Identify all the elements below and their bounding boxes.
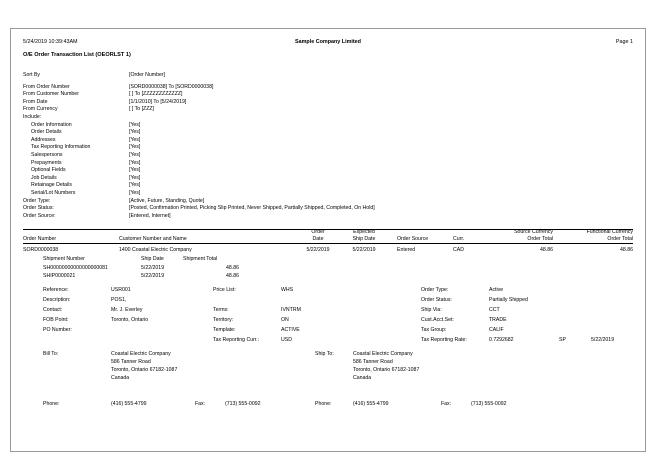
criteria-value: [ ] To [ZZZ]	[129, 106, 154, 113]
contact-value: Mr. J. Everley	[111, 307, 143, 314]
ship-to-label: Ship To:	[315, 351, 334, 358]
phones-block	[23, 401, 633, 411]
col-currency: Curr.	[453, 236, 465, 243]
col-src-total-line1: Source Currency	[514, 229, 553, 236]
cell-shipment-number: SH00000000000000000081	[43, 265, 108, 272]
order-type-label: Order Type:	[421, 287, 449, 294]
criteria-row	[23, 167, 633, 175]
tax-reporting-curr-value: USD	[281, 337, 292, 344]
criteria-label: Tax Reporting Information	[31, 144, 91, 151]
terms-value: IVNTRM	[281, 307, 301, 314]
ship-to-line: Toronto, Ontario 67182-1087	[353, 366, 420, 373]
cell-shipment-number: SHIP0000021	[43, 273, 76, 280]
col-order-number: Order Number	[23, 236, 57, 243]
shipment-column-headers	[23, 256, 633, 265]
order-status-label: Order Status:	[421, 297, 452, 304]
criteria-row	[23, 182, 633, 190]
col-func-total-line2: Order Total	[607, 235, 633, 242]
criteria-row	[23, 106, 633, 114]
col-shipment-total: Shipment Total	[183, 256, 218, 263]
reference-value: USR001	[111, 287, 131, 294]
criteria-label: Order Details	[31, 129, 62, 136]
criteria-label: Order Source:	[23, 212, 56, 219]
col-func-total-line1: Functional Currency	[586, 229, 633, 236]
criteria-row	[23, 114, 633, 122]
criteria-label: Include:	[23, 113, 42, 120]
criteria-row	[23, 198, 633, 206]
fob-point-value: Toronto, Ontario	[111, 317, 149, 324]
criteria-row	[23, 137, 633, 145]
criteria-row	[23, 129, 633, 137]
bill-to-address	[111, 351, 177, 382]
bill-to-line: Toronto, Ontario 67182-1087	[111, 366, 178, 373]
po-number-label: PO Number:	[43, 327, 72, 334]
criteria-row	[23, 190, 633, 198]
ship-via-value: CCT	[489, 307, 500, 314]
criteria-label: From Currency	[23, 106, 58, 113]
criteria-row	[23, 213, 633, 221]
bill-to-line: Coastal Electric Company	[111, 351, 171, 358]
ship-phone-value: (416) 555-4799	[353, 401, 389, 408]
cell-order-number: SORD0000038	[23, 247, 59, 254]
criteria-value: [Yes]	[129, 167, 141, 174]
criteria-value: [Yes]	[129, 189, 141, 196]
ship-to-line: Coastal Electric Company	[353, 351, 413, 358]
criteria-label: From Customer Number	[23, 91, 79, 98]
contact-label: Contact:	[43, 307, 63, 314]
criteria-value: [ ] To [ZZZZZZZZZZZZ]	[129, 91, 183, 98]
order-info-grid	[23, 287, 633, 343]
col-expected-ship-date	[345, 229, 383, 242]
criteria-row	[23, 72, 633, 80]
report-header	[23, 39, 633, 49]
bill-phone-value: (416) 555-4799	[111, 401, 147, 408]
ship-via-label: Ship Via:	[421, 307, 442, 314]
shipment-row	[23, 273, 633, 281]
territory-value: ON	[281, 317, 289, 324]
report-title: O/E Order Transaction List (OEORLST 1)	[23, 52, 131, 58]
criteria-row	[23, 99, 633, 107]
criteria-row	[23, 175, 633, 183]
terms-label: Terms:	[213, 307, 229, 314]
col-order-date-line2: Date	[312, 235, 324, 242]
order-type-value: Active	[489, 287, 504, 294]
tax-group-label: Tax Group:	[421, 327, 447, 334]
criteria-value: [Yes]	[129, 159, 141, 166]
cust-acct-set-label: Cust.Acct.Set:	[421, 317, 454, 324]
cell-shipment-total: 48.86	[226, 273, 239, 280]
cell-currency: CAD	[453, 247, 464, 254]
ship-to-line: 586 Tanner Road	[353, 359, 393, 366]
fob-point-label: FOB Point:	[43, 317, 69, 324]
criteria-value: [Yes]	[129, 182, 141, 189]
criteria-row	[23, 122, 633, 130]
cell-ship-date: 5/22/2019	[141, 265, 165, 272]
tax-reporting-rate-value: 0.7292682	[489, 337, 514, 344]
criteria-label: Order Information	[31, 121, 72, 128]
template-label: Template:	[213, 327, 236, 334]
cell-source-total: 48.86	[540, 247, 553, 254]
cell-shipment-total: 48.86	[226, 265, 239, 272]
ship-to-address	[353, 351, 419, 382]
criteria-label: Salespersons	[31, 151, 63, 158]
criteria-label: Prepayments	[31, 159, 62, 166]
criteria-value: [1/1/2010] To [5/24/2019]	[129, 98, 187, 105]
tax-rate-date: 5/22/2019	[591, 337, 615, 344]
col-src-total-line2: Order Total	[527, 235, 553, 242]
criteria-value: [SORD0000038] To [SORD0000038]	[129, 83, 214, 90]
price-list-label: Price List:	[213, 287, 236, 294]
criteria-value: [Yes]	[129, 151, 141, 158]
col-functional-currency-total	[561, 229, 633, 242]
criteria-label: Addresses	[31, 136, 56, 143]
order-status-value: Partially Shipped	[489, 297, 528, 304]
reference-label: Reference:	[43, 287, 69, 294]
criteria-label: Order Type:	[23, 197, 51, 204]
bill-fax-label: Fax:	[195, 401, 206, 408]
criteria-row	[23, 152, 633, 160]
criteria-row	[23, 91, 633, 99]
bill-phone-label: Phone:	[43, 401, 60, 408]
table-row	[23, 247, 633, 256]
ship-to-line: Canada	[353, 374, 372, 381]
col-customer: Customer Number and Name	[119, 236, 187, 243]
criteria-value: [Entered, Internet]	[129, 212, 171, 219]
table-header-rule	[23, 243, 633, 244]
criteria-row	[23, 160, 633, 168]
report-content	[23, 39, 633, 443]
cell-ship-date: 5/22/2019	[141, 273, 165, 280]
col-ship-date: Ship Date	[141, 256, 164, 263]
criteria-value: [Yes]	[129, 144, 141, 151]
report-datetime: 5/24/2019 10:39:43AM	[23, 39, 78, 45]
cell-functional-total: 48.86	[620, 247, 633, 254]
criteria-value: [Posted, Confirmation Printed, Picking Slip Printed, Never Shipped, Partially Shipped, Completed, On Hold]	[129, 205, 375, 212]
bill-to-line: 586 Tanner Road	[111, 359, 151, 366]
company-name: Sample Company Limited	[295, 39, 361, 45]
report-page	[10, 28, 646, 452]
criteria-label: From Date	[23, 98, 48, 105]
bill-to-label: Bill To:	[43, 351, 59, 358]
addresses-block	[23, 351, 633, 395]
cell-order-source: Entered	[397, 247, 416, 254]
cell-order-date: 5/22/2019	[306, 247, 330, 254]
criteria-value: [Yes]	[129, 129, 141, 136]
ship-fax-value: (713) 555-0092	[471, 401, 507, 408]
page-number: Page 1	[615, 39, 633, 45]
col-order-date-line1: Order	[311, 229, 325, 236]
criteria-value: [Active, Future, Standing, Quote]	[129, 197, 205, 204]
criteria-value: [Yes]	[129, 174, 141, 181]
criteria-label: Serial/Lot Numbers	[31, 189, 76, 196]
tax-reporting-curr-label: Tax Reporting Curr.:	[213, 337, 260, 344]
territory-label: Territory:	[213, 317, 234, 324]
criteria-value: [Order Number]	[129, 72, 166, 78]
cell-expected-ship-date: 5/22/2019	[352, 247, 376, 254]
ship-phone-label: Phone:	[315, 401, 332, 408]
cell-customer: 1400 Coastal Electric Company	[119, 247, 192, 254]
table-column-headers	[23, 230, 633, 243]
criteria-value: [Yes]	[129, 121, 141, 128]
criteria-label: Order Status:	[23, 205, 54, 212]
description-value: POS1,	[111, 297, 127, 304]
order-table	[23, 229, 633, 281]
criteria-row	[23, 205, 633, 213]
col-order-source: Order Source	[397, 236, 429, 243]
col-order-date	[301, 229, 335, 242]
criteria-label: Retainage Details	[31, 182, 72, 189]
ship-fax-label: Fax:	[441, 401, 452, 408]
criteria-label: Optional Fields	[31, 167, 66, 174]
price-list-value: WHS	[281, 287, 294, 294]
criteria-row	[23, 144, 633, 152]
criteria-label: From Order Number	[23, 83, 70, 90]
criteria-row	[23, 84, 633, 92]
shipment-row	[23, 265, 633, 273]
tax-rate-type: SP	[559, 337, 566, 344]
bill-to-line: Canada	[111, 374, 130, 381]
col-source-currency-total	[485, 229, 553, 242]
criteria-value: [Yes]	[129, 136, 141, 143]
col-exp-ship-line2: Ship Date	[352, 235, 376, 242]
cust-acct-set-value: TRADE	[489, 317, 507, 324]
col-shipment-number: Shipment Number	[43, 256, 85, 263]
description-label: Description:	[43, 297, 71, 304]
col-exp-ship-line1: Expected	[353, 229, 375, 236]
criteria-label: Job Details	[31, 174, 57, 181]
bill-fax-value: (713) 555-0092	[225, 401, 261, 408]
template-value: ACTIVE	[281, 327, 300, 334]
tax-group-value: CALIF	[489, 327, 504, 334]
tax-reporting-rate-label: Tax Reporting Rate:	[421, 337, 467, 344]
criteria-block	[23, 72, 633, 220]
criteria-label: Sort By	[23, 72, 41, 78]
